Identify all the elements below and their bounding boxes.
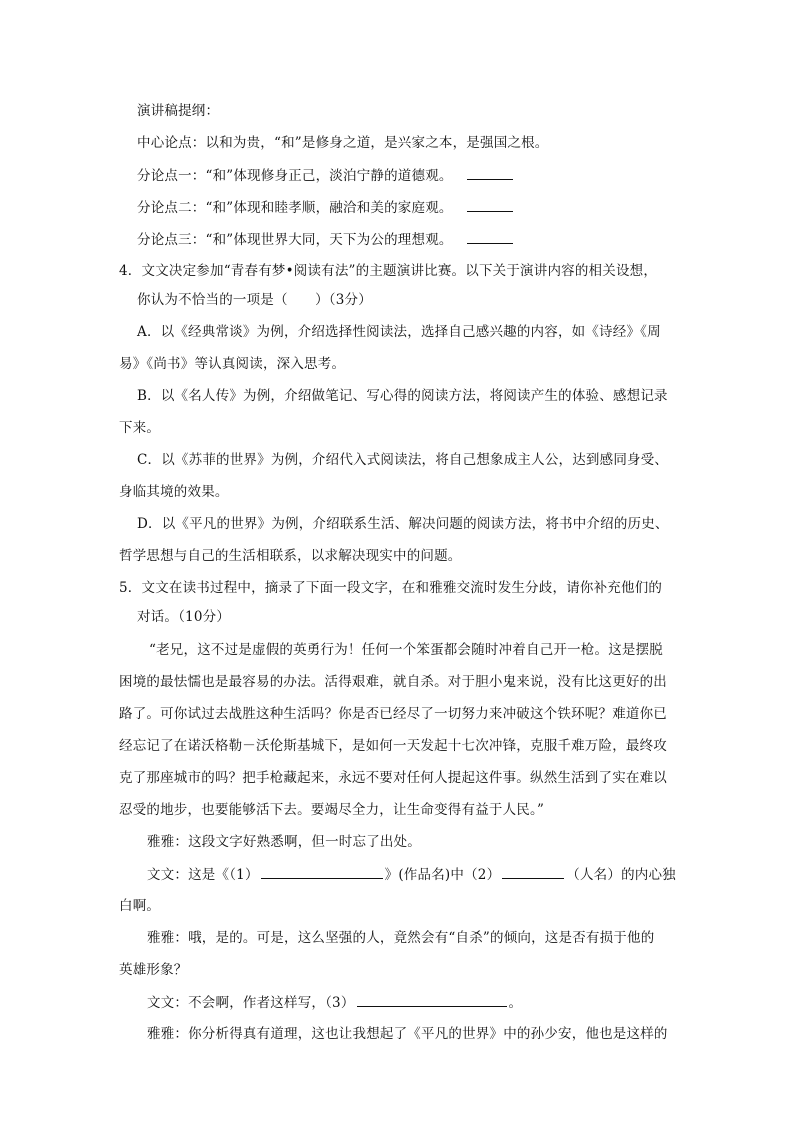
answer-blank-3[interactable] [357, 992, 507, 1007]
outline-sub-point-2 [137, 197, 515, 218]
dialogue-wenwen-2-part-1: 文文：不会啊，作者这样写，（3） [147, 995, 355, 1011]
excerpt-line-2: 困境的最怯懦也是最容易的办法。活得艰难，就自杀。对于胆小鬼来说，没有比这更好的出 [119, 674, 667, 690]
q4-option-b-line-2: 下来。 [119, 420, 161, 436]
sub-point-3-text: 分论点三：“和”体现世界大同，天下为公的理想观。 [137, 232, 453, 248]
dialogue-yaya-1: 雅雅：这段文字好熟悉啊，但一时忘了出处。 [147, 834, 421, 850]
dialogue-wenwen-1-part-1: 文文：这是《（1） [147, 867, 259, 883]
sub-point-2-text: 分论点二：“和”体现和睦孝顺，融洽和美的家庭观。 [137, 200, 453, 216]
dialogue-yaya-3: 雅雅：你分析得真有道理，这也让我想起了《平凡的世界》中的孙少安，他也是这样的 [147, 1026, 668, 1042]
q4-option-c-line-1: C．以《苏菲的世界》为例，介绍代入式阅读法，将自己想象成主人公，达到感同身受、 [137, 452, 669, 468]
outline-title: 演讲稿提纲： [137, 103, 220, 119]
excerpt-line-1: “老兄，这不过是虚假的英勇行为！任何一个笨蛋都会随时冲着自己开一枪。这是摆脱 [149, 642, 664, 658]
dialogue-wenwen-1-part-3: （人名）的内心独 [566, 867, 676, 883]
q4-option-a-line-2: 易》《尚书》等认真阅读，深入思考。 [119, 356, 346, 372]
q5-stem-line-1: 5．文文在读书过程中，摘录了下面一段文字，在和雅雅交流时发生分歧，请你补充他们的 [119, 580, 663, 596]
q4-option-c-line-2: 身临其境的效果。 [119, 484, 229, 500]
q5-stem-line-2: 对话。（10分） [137, 609, 231, 625]
excerpt-line-6: 忍受的地步，也要能够活下去。要竭尽全力，让生命变得有益于人民。” [119, 802, 545, 818]
excerpt-line-4: 经忘记了在诺沃格勒－沃伦斯基城下，是如何一天发起十七次冲锋，克服千难万险，最终攻 [119, 738, 667, 754]
answer-blank [467, 229, 513, 244]
excerpt-line-3: 路了。可你试过去战胜这种生活吗？你是否已经尽了一切努力来冲破这个铁环呢？难道你已 [119, 706, 667, 722]
q4-option-d-line-1: D．以《平凡的世界》为例，介绍联系生活、解决问题的阅读方法，将书中介绍的历史、 [137, 516, 669, 532]
dialogue-wenwen-1-end: 白啊。 [119, 898, 161, 914]
q4-option-b-line-1: B．以《名人传》为例，介绍做笔记、写心得的阅读方法，将阅读产生的体验、感想记录 [137, 388, 668, 404]
q4-stem-line-1: 4．文文决定参加“青春有梦•阅读有法”的主题演讲比赛。以下关于演讲内容的相关设想， [119, 263, 658, 279]
excerpt-line-5: 克了那座城市的吗？把手枪藏起来，永远不要对任何人提起这件事。纵然生活到了实在难以 [119, 770, 667, 786]
outline-sub-point-3 [137, 229, 515, 250]
dialogue-yaya-2-line-1: 雅雅：哦，是的。可是，这么坚强的人，竟然会有“自杀”的倾向，这是否有损于他的 [147, 930, 655, 946]
dialogue-wenwen-1-part-2: 》(作品名)中（2） [384, 867, 501, 883]
outline-sub-point-1 [137, 165, 515, 186]
q4-stem-line-2: 你认为不恰当的一项是（ ）（3分） [137, 292, 372, 308]
answer-blank [467, 165, 513, 180]
dialogue-wenwen-1 [147, 864, 676, 885]
answer-blank-2[interactable] [502, 864, 564, 879]
q4-option-a-line-1: A．以《经典常谈》为例，介绍选择性阅读法，选择自己感兴趣的内容，如《诗经》《周 [137, 324, 661, 340]
answer-blank-1[interactable] [261, 864, 383, 879]
dialogue-yaya-2-line-2: 英雄形象？ [119, 962, 188, 978]
sub-point-1-text: 分论点一：“和”体现修身正己，淡泊宁静的道德观。 [137, 168, 453, 184]
outline-central-thesis: 中心论点：以和为贵，“和”是修身之道，是兴家之本，是强国之根。 [137, 135, 549, 151]
dialogue-wenwen-2 [147, 992, 522, 1013]
q4-option-d-line-2: 哲学思想与自己的生活相联系，以求解决现实中的问题。 [119, 548, 462, 564]
dialogue-wenwen-2-part-2: 。 [508, 995, 523, 1011]
answer-blank [467, 197, 513, 212]
